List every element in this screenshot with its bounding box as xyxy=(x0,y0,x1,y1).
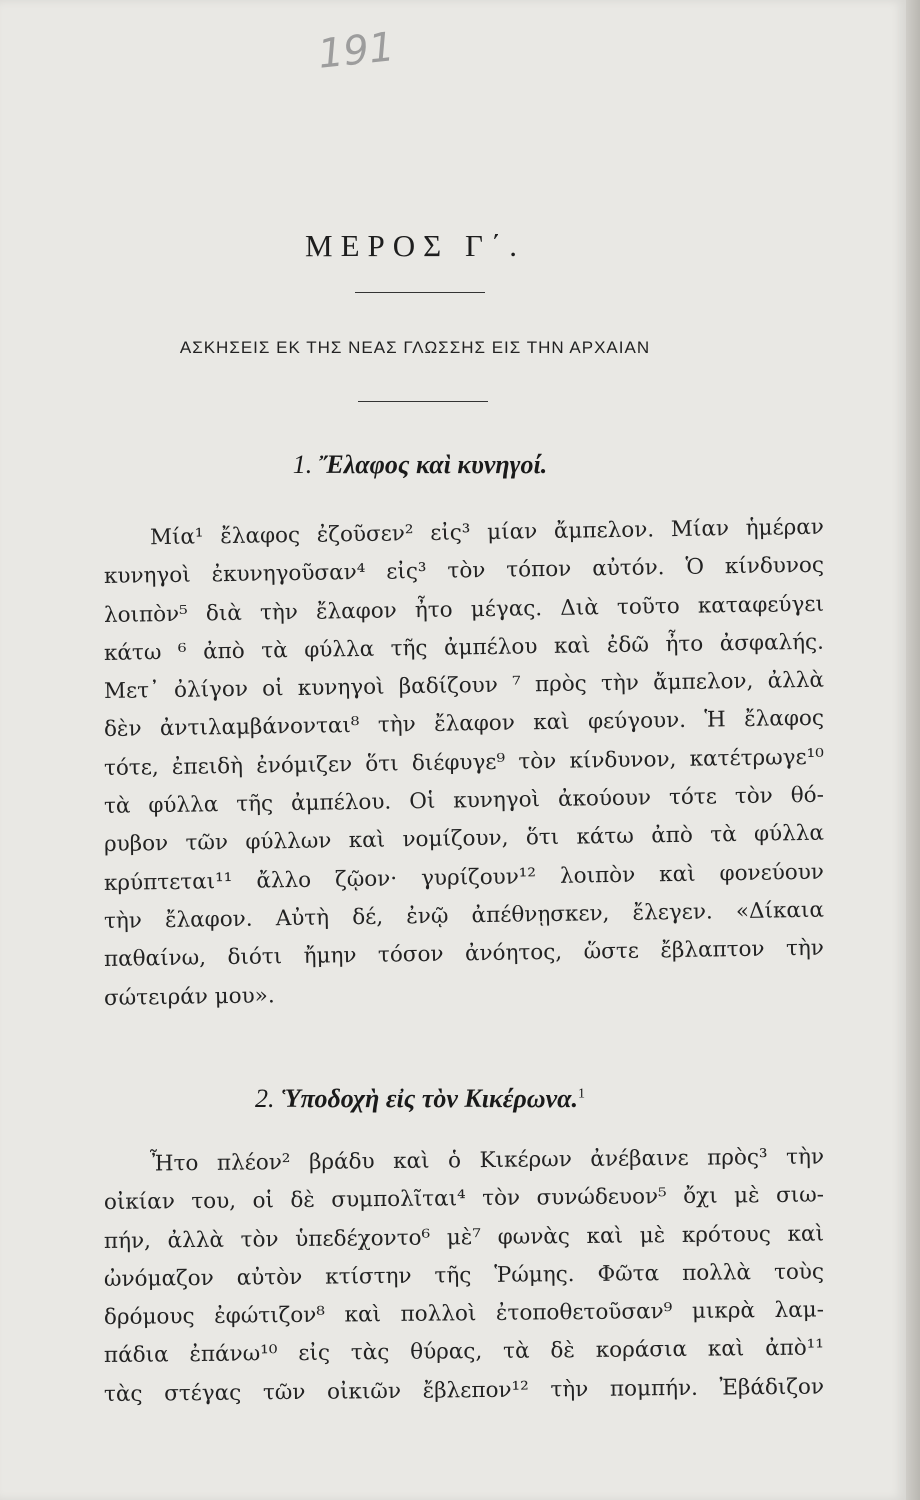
text-line: κρύπτεται¹¹ ἄλλο ζῷον· γυρίζουν¹² λοιπὸν καὶ φονεύουν xyxy=(103,859,825,896)
text-line: Μετ᾽ ὀλίγον οἱ κυνηγοὶ βαδίζουν ⁷ πρὸς τὴν ἄμπελον, ἀλλὰ xyxy=(103,667,825,705)
footnote-marker: 1 xyxy=(578,1086,586,1102)
text-line: σώτειράν μου». xyxy=(103,982,275,1011)
text-line: πήν, ἀλλὰ τὸν ὑπεδέχοντο⁶ μὲ⁷ φωνὰς καὶ μὲ κρότους καὶ xyxy=(103,1221,825,1254)
exercise-heading: Ἔλαφος καὶ κυνηγοί. xyxy=(318,450,548,479)
text-line: δρόμους ἐφώτιζον⁸ καὶ πολλοὶ ἐτοποθετοῦσαν⁹ μικρὰ λαμ- xyxy=(103,1297,825,1331)
text-line: πάδια ἐπάνω¹⁰ εἰς τὰς θύρας, τὰ δὲ κοράσια καὶ ἀπὸ¹¹ xyxy=(103,1335,825,1369)
pencil-page-number: 191 xyxy=(315,24,397,78)
text-line: λοιπὸν⁵ διὰ τὴν ἔλαφον ἦτο μέγας. Διὰ τοῦτο καταφεύγει xyxy=(103,591,825,628)
exercise-title xyxy=(0,1084,840,1114)
exercise-text xyxy=(103,514,825,1018)
section-title: ΑΣΚΗΣΕΙΣ ΕΚ ΤΗΣ ΝΕΑΣ ΓΛΩΣΣΗΣ ΕΙΣ ΤΗΝ ΑΡΧΑΙΑΝ xyxy=(179,338,651,357)
text-line: ρυβον τῶν φύλλων καὶ νομίζουν, ὅτι κάτω ἀπὸ τὰ φύλλα xyxy=(103,821,825,858)
text-line: κάτω ⁶ ἀπὸ τὰ φύλλα τῆς ἀμπέλου καὶ ἐδῶ ἦτο ἀσφαλής. xyxy=(103,629,825,666)
text-line: κυνηγοὶ ἐκυνηγοῦσαν⁴ εἰς³ τὸν τόπον αὐτόν. Ὁ κίνδυνος xyxy=(103,552,825,590)
exercise-text xyxy=(104,1146,824,1414)
divider-rule xyxy=(358,401,488,402)
text-line: τὰς στέγας τῶν οἰκιῶν ἔβλεπον¹² τὴν πομπήν. Ἐβάδιζον xyxy=(103,1374,825,1407)
text-line: τὴν ἔλαφον. Αὐτὴ δέ, ἐνῷ ἀπέθνῃσκεν, ἔλεγεν. «Δίκαια xyxy=(103,897,825,934)
text-line: Ἦτο πλέον² βράδυ καὶ ὁ Κικέρων ἀνέβαινε πρὸς³ τὴν xyxy=(149,1144,825,1177)
part-title: ΜΕΡΟΣ Γ΄. xyxy=(305,228,525,263)
text-line: οἰκίαν του, οἱ δὲ συμπολῖται⁴ τὸν συνώδευον⁵ ὄχι μὲ σιω- xyxy=(103,1182,825,1216)
exercise-title xyxy=(0,450,840,480)
text-line: ὠνόμαζον αὐτὸν κτίστην τῆς Ῥώμης. Φῶτα πολλὰ τοὺς xyxy=(103,1259,825,1292)
exercise-number: 1. xyxy=(292,450,313,479)
text-line: Μία¹ ἔλαφος ἐζοῦσεν² εἰς³ μίαν ἄμπελον. Μίαν ἡμέραν xyxy=(149,514,825,551)
text-line: τότε, ἐπειδὴ ἐνόμιζεν ὅτι διέφυγε⁹ τὸν κίνδυνον, κατέτρωγε¹⁰ xyxy=(103,744,825,781)
page-edge xyxy=(906,0,920,1500)
text-line: δὲν ἀντιλαμβάνονται⁸ τὴν ἔλαφον καὶ φεύγουν. Ἡ ἔλαφος xyxy=(103,706,825,743)
text-line: παθαίνω, διότι ἤμην τόσον ἀνόητος, ὥστε ἔβλαπτον τὴν xyxy=(103,935,825,973)
exercise-heading: Ὑποδοχὴ εἰς τὸν Κικέρωνα. xyxy=(280,1084,579,1113)
exercise-number: 2. xyxy=(254,1084,275,1113)
divider-rule xyxy=(355,292,485,293)
text-line: τὰ φύλλα τῆς ἀμπέλου. Οἱ κυνηγοὶ ἀκούουν τότε τὸν θό- xyxy=(103,782,825,820)
